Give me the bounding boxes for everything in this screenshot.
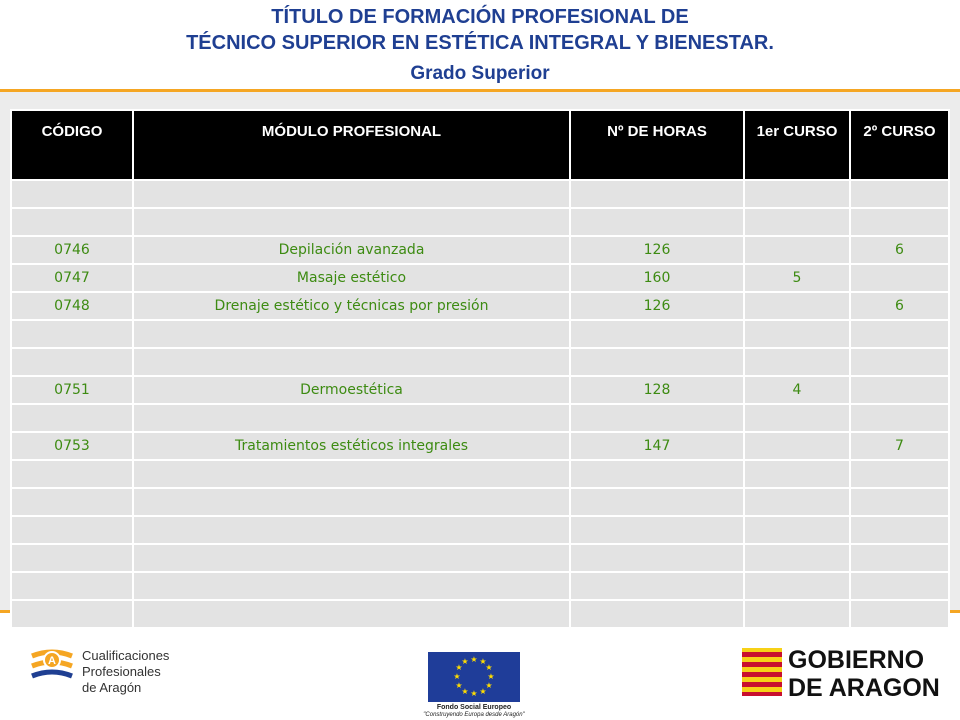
cell-curso1 (744, 404, 850, 432)
cell-horas (570, 516, 744, 544)
cell-modulo (133, 516, 570, 544)
cell-codigo (11, 320, 133, 348)
table-row (11, 208, 949, 236)
cell-modulo (133, 320, 570, 348)
cell-modulo (133, 208, 570, 236)
svg-text:★: ★ (455, 663, 463, 672)
table-row (11, 516, 949, 544)
svg-text:★: ★ (487, 672, 495, 681)
cell-curso2 (850, 208, 949, 236)
cell-curso2 (850, 600, 949, 628)
cell-modulo (133, 600, 570, 628)
table-row (11, 292, 949, 320)
table-body (11, 180, 949, 628)
cell-curso2 (850, 320, 949, 348)
cell-curso1 (744, 208, 850, 236)
cell-modulo (133, 544, 570, 572)
cell-codigo (11, 488, 133, 516)
cualificaciones-logo (26, 642, 186, 712)
cell-horas (570, 488, 744, 516)
cell-codigo (11, 348, 133, 376)
cell-horas (570, 180, 744, 208)
gob-line-2: DE ARAGON (788, 674, 940, 702)
footer-logos (0, 630, 960, 720)
cell-modulo (133, 404, 570, 432)
cualificaciones-text (82, 648, 169, 696)
table-row (11, 376, 949, 404)
cell-curso2 (850, 488, 949, 516)
cell-curso2: 6 (850, 236, 949, 264)
table-row (11, 600, 949, 628)
cell-curso1 (744, 180, 850, 208)
header-horas: Nº DE HORAS (570, 110, 744, 180)
cell-codigo (11, 404, 133, 432)
cell-curso1 (744, 320, 850, 348)
header-codigo: CÓDIGO (11, 110, 133, 180)
cell-codigo (11, 572, 133, 600)
svg-text:★: ★ (479, 687, 487, 696)
cell-curso1 (744, 432, 850, 460)
cell-curso2: 6 (850, 292, 949, 320)
cq-line-1: Cualificaciones (82, 648, 170, 663)
cell-codigo (11, 460, 133, 488)
header-curso1: 1er CURSO (744, 110, 850, 180)
cell-horas (570, 208, 744, 236)
svg-text:★: ★ (470, 689, 478, 698)
cell-curso2 (850, 376, 949, 404)
table-row (11, 180, 949, 208)
table-header-row (11, 110, 949, 180)
cell-horas (570, 544, 744, 572)
table-row (11, 460, 949, 488)
cell-modulo (133, 572, 570, 600)
cell-curso2 (850, 572, 949, 600)
title-line-3: Grado Superior (410, 63, 550, 84)
cell-curso1 (744, 516, 850, 544)
cell-modulo: Dermoestética (133, 376, 570, 404)
cell-curso2 (850, 348, 949, 376)
cell-curso2: 7 (850, 432, 949, 460)
modules-table (10, 109, 950, 629)
svg-text:★: ★ (461, 657, 469, 666)
cell-codigo (11, 544, 133, 572)
cell-modulo (133, 488, 570, 516)
cell-modulo: Drenaje estético y técnicas por presión (133, 292, 570, 320)
gob-line-1: GOBIERNO (788, 646, 925, 674)
cell-modulo (133, 348, 570, 376)
eu-flag-icon (428, 652, 520, 702)
header-modulo: MÓDULO PROFESIONAL (133, 110, 570, 180)
cell-curso1 (744, 348, 850, 376)
cell-curso1 (744, 600, 850, 628)
cq-line-2: Profesionales (82, 664, 161, 679)
cell-curso2 (850, 180, 949, 208)
cell-curso2 (850, 544, 949, 572)
svg-text:★: ★ (479, 657, 487, 666)
cell-codigo (11, 180, 133, 208)
table-row (11, 572, 949, 600)
cell-curso1 (744, 236, 850, 264)
table-row (11, 488, 949, 516)
cell-horas: 126 (570, 292, 744, 320)
cell-modulo (133, 180, 570, 208)
cell-horas: 126 (570, 236, 744, 264)
cell-codigo: 0753 (11, 432, 133, 460)
cell-horas (570, 320, 744, 348)
cell-codigo: 0747 (11, 264, 133, 292)
cell-horas (570, 460, 744, 488)
cell-curso2 (850, 404, 949, 432)
gobierno-aragon-logo (742, 646, 952, 706)
cell-horas (570, 572, 744, 600)
svg-text:★: ★ (470, 655, 478, 664)
svg-text:★: ★ (485, 681, 493, 690)
table-row (11, 348, 949, 376)
cell-modulo (133, 460, 570, 488)
cell-codigo: 0748 (11, 292, 133, 320)
table-row (11, 264, 949, 292)
cell-modulo: Depilación avanzada (133, 236, 570, 264)
cell-horas: 147 (570, 432, 744, 460)
cell-curso1 (744, 460, 850, 488)
cell-curso2 (850, 516, 949, 544)
table-row (11, 404, 949, 432)
cell-codigo: 0746 (11, 236, 133, 264)
title-line-2: TÉCNICO SUPERIOR EN ESTÉTICA INTEGRAL Y BIENESTAR. (186, 32, 774, 54)
cell-curso1 (744, 544, 850, 572)
cell-curso1 (744, 292, 850, 320)
table-row (11, 320, 949, 348)
cell-curso1: 4 (744, 376, 850, 404)
cq-line-3: de Aragón (82, 680, 142, 695)
cell-horas (570, 404, 744, 432)
cell-codigo: 0751 (11, 376, 133, 404)
eu-caption: Fondo Social Europeo (436, 704, 512, 711)
header-curso2: 2º CURSO (850, 110, 949, 180)
top-divider (0, 89, 960, 92)
svg-text:A: A (48, 655, 56, 667)
cell-modulo: Tratamientos estéticos integrales (133, 432, 570, 460)
eu-logo (423, 652, 525, 718)
table-row (11, 432, 949, 460)
cell-curso1 (744, 572, 850, 600)
svg-text:★: ★ (461, 687, 469, 696)
cell-horas: 128 (570, 376, 744, 404)
gobierno-text (788, 646, 940, 702)
eu-tagline: "Construyendo Europa desde Aragón" (423, 712, 525, 718)
cell-horas (570, 600, 744, 628)
svg-text:★: ★ (455, 681, 463, 690)
cell-curso1: 5 (744, 264, 850, 292)
cell-curso1 (744, 488, 850, 516)
aragon-flag-icon (742, 648, 782, 696)
svg-text:★: ★ (453, 672, 461, 681)
cell-codigo (11, 600, 133, 628)
table-row (11, 236, 949, 264)
table-row (11, 544, 949, 572)
title-line-1: TÍTULO DE FORMACIÓN PROFESIONAL DE (271, 6, 689, 28)
cell-horas: 160 (570, 264, 744, 292)
cell-modulo: Masaje estético (133, 264, 570, 292)
cell-codigo (11, 208, 133, 236)
cell-curso2 (850, 264, 949, 292)
cell-codigo (11, 516, 133, 544)
cualificaciones-icon (30, 646, 74, 686)
svg-text:★: ★ (485, 663, 493, 672)
cell-horas (570, 348, 744, 376)
cell-curso2 (850, 460, 949, 488)
